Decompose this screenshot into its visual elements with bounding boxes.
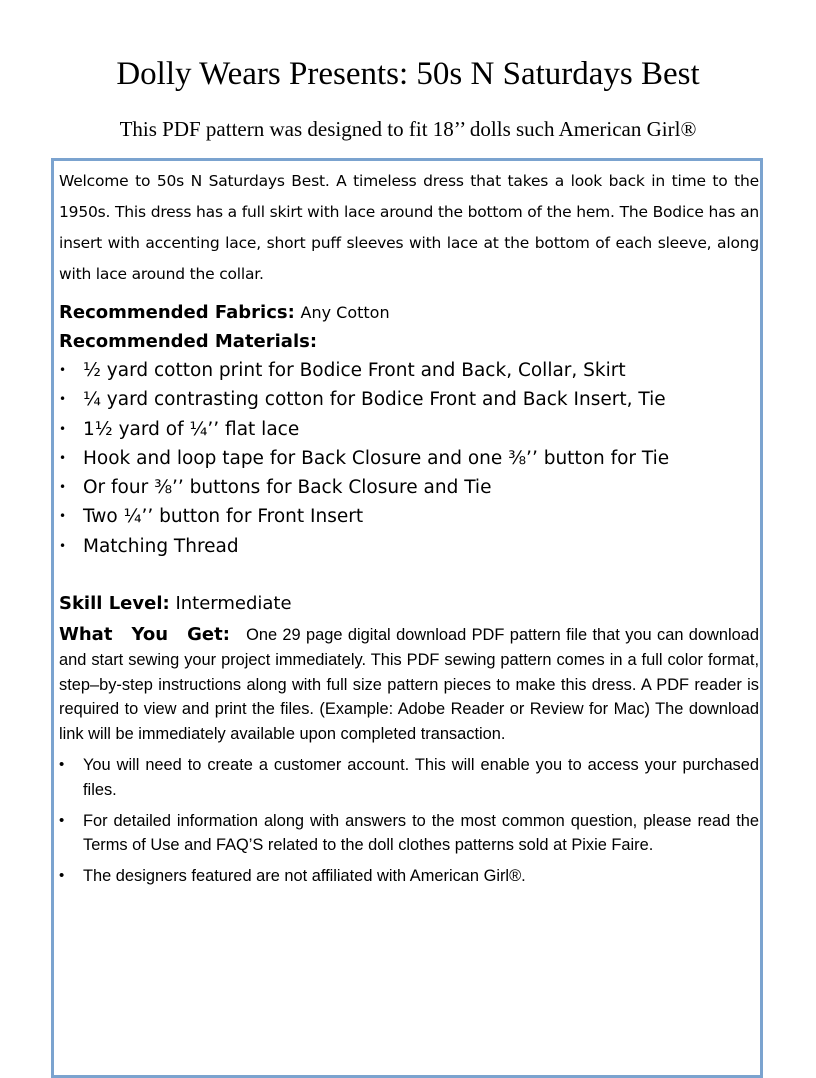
fabrics-label: Recommended Fabrics:: [59, 302, 295, 323]
bullet-icon: •: [59, 538, 67, 553]
page-title: Dolly Wears Presents: 50s N Saturdays Best: [116, 56, 700, 92]
bullet-icon: •: [59, 450, 67, 465]
notes-list: [59, 753, 759, 889]
skill-label: Skill Level:: [59, 593, 170, 615]
bullet-icon: •: [59, 811, 65, 829]
bullet-icon: •: [59, 421, 67, 436]
what-you-get-label: What You Get:: [59, 624, 230, 646]
fabrics-value: Any Cotton: [300, 303, 390, 322]
list-item: • Two ¼’’ button for Front Insert: [59, 502, 759, 531]
list-item: • ½ yard cotton print for Bodice Front and Back, Collar, Skirt: [59, 356, 759, 385]
what-you-get: [59, 623, 759, 747]
list-item: • Matching Thread: [59, 532, 759, 561]
list-item: • For detailed information along with answers to the most common question, please read the Terms of Use and FAQ’S related to the doll clothes patterns sold at Pixie Faire.: [59, 809, 759, 859]
list-item: • Or four ⅜’’ buttons for Back Closure and Tie: [59, 473, 759, 502]
list-item: • You will need to create a customer account. This will enable you to access your purchased files.: [59, 753, 759, 803]
list-item: • 1½ yard of ¼’’ flat lace: [59, 415, 759, 444]
list-item: • ¼ yard contrasting cotton for Bodice Front and Back Insert, Tie: [59, 385, 759, 414]
skill-value: Intermediate: [175, 593, 292, 615]
what-you-get-text: One 29 page digital download PDF pattern file that you can download and start sewing your project immediately. This PDF sewing pattern comes in a full color format, step–by-step instructions along with full size pattern pieces to make this dress. A PDF reader is required to view and print the files. (Example: Adobe Reader or Review for Mac) The download link will be immediately available upon completed transaction.: [59, 626, 759, 744]
materials-list: [59, 356, 759, 561]
page-subtitle: This PDF pattern was designed to fit 18’’ dolls such American Girl®: [119, 117, 697, 141]
materials-label: Recommended Materials:: [59, 331, 318, 352]
recommended-materials: [59, 327, 759, 356]
bullet-icon: •: [59, 509, 67, 524]
bullet-icon: •: [59, 756, 65, 774]
list-item: • The designers featured are not affiliated with American Girl®.: [59, 864, 759, 889]
intro-paragraph: Welcome to 50s N Saturdays Best. A timeless dress that takes a look back in time to the 1950s. This dress has a full skirt with lace around the bottom of the hem. The Bodice has an insert with accenting lace, short puff sleeves with lace at the bottom of each sleeve, along with lace around the collar.: [59, 172, 759, 283]
bullet-icon: •: [59, 363, 67, 377]
bullet-icon: •: [59, 480, 67, 495]
recommended-fabrics: [59, 298, 759, 327]
bullet-icon: •: [59, 867, 65, 885]
bullet-icon: •: [59, 392, 67, 407]
list-item: • Hook and loop tape for Back Closure and one ⅜’’ button for Tie: [59, 444, 759, 473]
content-area: [59, 166, 759, 889]
skill-level: [59, 589, 759, 619]
